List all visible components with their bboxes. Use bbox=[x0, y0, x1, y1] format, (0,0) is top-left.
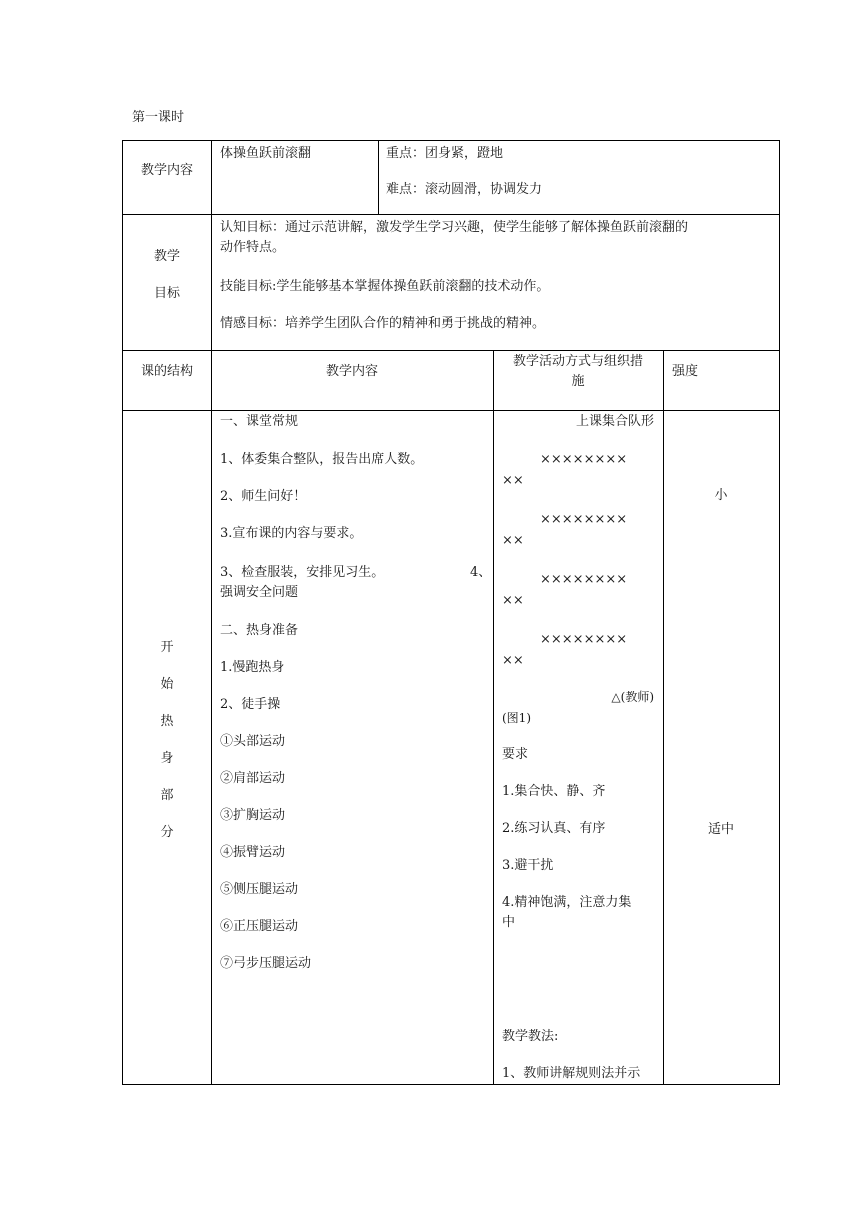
key-point-text: 重点：团身紧，蹬地 bbox=[386, 146, 504, 161]
intensity-low: 小 bbox=[714, 488, 728, 503]
list-item: 4、 bbox=[470, 565, 492, 580]
list-item: ②肩部运动 bbox=[220, 771, 286, 786]
header-structure: 课的结构 bbox=[140, 364, 193, 379]
list-item: 2、师生问好！ bbox=[220, 489, 307, 504]
list-item: 二、热身准备 bbox=[220, 623, 299, 638]
difficulty-text: 难点：滚动圆滑，协调发力 bbox=[386, 182, 543, 197]
goals-label-line1: 教学 bbox=[153, 249, 180, 264]
section-char: 部 bbox=[160, 788, 174, 803]
section-char: 始 bbox=[160, 677, 174, 692]
list-item: 1、体委集合整队，报告出席人数。 bbox=[220, 452, 424, 467]
table-border-bottom bbox=[122, 1084, 780, 1085]
requirement-item: 1.集合快、静、齐 bbox=[502, 784, 606, 799]
header-content: 教学内容 bbox=[325, 364, 378, 379]
formation-row: ×××××××× bbox=[540, 512, 628, 527]
formation-row: ×× bbox=[502, 473, 524, 488]
list-item: ④振臂运动 bbox=[220, 845, 286, 860]
section-char: 身 bbox=[160, 751, 174, 766]
table-divider bbox=[122, 410, 780, 411]
cognitive-goal-line2: 动作特点。 bbox=[220, 240, 286, 255]
teaching-content-label: 教学内容 bbox=[140, 163, 193, 178]
requirement-item: 4.精神饱满，注意力集 bbox=[502, 895, 632, 910]
list-item: 3.宣布课的内容与要求。 bbox=[220, 526, 363, 541]
formation-row: ×××××××× bbox=[540, 452, 628, 467]
teaching-method-item: 1、教师讲解规则法并示 bbox=[502, 1066, 641, 1081]
table-border-left bbox=[122, 140, 123, 1085]
requirement-item: 2.练习认真、有序 bbox=[502, 821, 606, 836]
intensity-moderate: 适中 bbox=[707, 822, 734, 837]
teaching-content-value: 体操鱼跃前滚翻 bbox=[220, 146, 312, 161]
table-divider bbox=[378, 140, 379, 214]
skill-goal: 技能目标:学生能够基本掌握体操鱼跃前滚翻的技术动作。 bbox=[220, 279, 550, 294]
formation-row: ×× bbox=[502, 533, 524, 548]
section-label bbox=[122, 629, 212, 851]
formation-title: 上课集合队形 bbox=[575, 414, 654, 429]
table-divider bbox=[122, 214, 780, 215]
section-char: 分 bbox=[160, 825, 174, 840]
list-item: 3、检查服装，安排见习生。 bbox=[220, 565, 385, 580]
teacher-marker: △(教师) bbox=[611, 690, 654, 704]
cognitive-goal-line1: 认知目标：通过示范讲解，激发学生学习兴趣，使学生能够了解体操鱼跃前滚翻的 bbox=[220, 220, 689, 235]
list-item: ①头部运动 bbox=[220, 734, 286, 749]
requirement-item: 3.避干扰 bbox=[502, 858, 554, 873]
requirements-title: 要求 bbox=[502, 747, 529, 762]
list-item: ⑥正压腿运动 bbox=[220, 919, 299, 934]
header-intensity: 强度 bbox=[672, 364, 699, 379]
section-char: 开 bbox=[160, 640, 174, 655]
list-item: 1.慢跑热身 bbox=[220, 660, 285, 675]
table-divider bbox=[493, 350, 494, 1085]
table-border-top bbox=[122, 140, 780, 141]
table-border-right bbox=[779, 140, 780, 1085]
list-item: 2、徒手操 bbox=[220, 697, 281, 712]
page-title: 第一课时 bbox=[132, 110, 185, 125]
list-item: 一、课堂常规 bbox=[220, 414, 299, 429]
formation-row: ×××××××× bbox=[540, 632, 628, 647]
table-divider bbox=[663, 350, 664, 1085]
formation-row: ×× bbox=[502, 593, 524, 608]
header-method-line2: 施 bbox=[571, 374, 585, 389]
section-char: 热 bbox=[160, 714, 174, 729]
list-item: ⑦弓步压腿运动 bbox=[220, 956, 312, 971]
list-item: ③扩胸运动 bbox=[220, 808, 286, 823]
table-divider bbox=[122, 350, 780, 351]
goals-label-line2: 目标 bbox=[153, 286, 180, 301]
teaching-method-title: 教学教法: bbox=[502, 1029, 559, 1044]
figure-caption: (图1) bbox=[502, 711, 531, 725]
requirement-item: 中 bbox=[502, 915, 516, 930]
table-divider bbox=[211, 140, 212, 1085]
formation-row: ×× bbox=[502, 653, 524, 668]
formation-row: ×××××××× bbox=[540, 572, 628, 587]
list-item: ⑤侧压腿运动 bbox=[220, 882, 299, 897]
emotion-goal: 情感目标：培养学生团队合作的精神和勇于挑战的精神。 bbox=[220, 316, 546, 331]
list-item: 强调安全问题 bbox=[220, 585, 299, 600]
header-method-line1: 教学活动方式与组织措 bbox=[512, 354, 643, 369]
